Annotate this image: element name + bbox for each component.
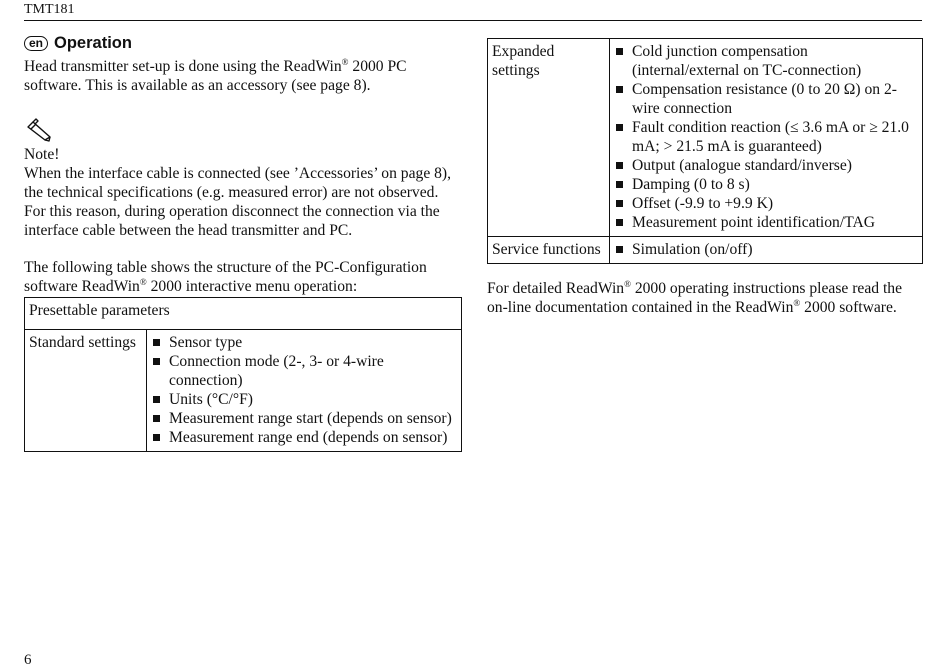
header-rule: [24, 20, 922, 21]
config-table-part2: [487, 38, 923, 264]
doc-text-1: For detailed ReadWin: [487, 280, 625, 297]
registered-mark: ®: [139, 276, 147, 287]
document-id: TMT181: [24, 2, 75, 17]
table-intro-text-2: 2000 interactive menu operation:: [146, 278, 358, 295]
bullet-item: Simulation (on/off): [614, 240, 918, 259]
bullet-list-standard: [151, 333, 457, 447]
note-text: When the interface cable is connected (see ’Accessories’ on page 8), the technical specifications (e.g. measured error) are not observed. For this reason, during operation disconnect the connection via the interface cable between the head transmitter and PC.: [24, 165, 452, 239]
bullet-list-service: [614, 240, 918, 259]
bullet-list-expanded: [614, 42, 918, 232]
table-row-standard: [25, 330, 462, 452]
registered-mark: ®: [793, 297, 801, 308]
bullet-item: Measurement range end (depends on sensor): [151, 428, 457, 447]
section-title: Operation: [54, 33, 132, 52]
bullet-item: Measurement range start (depends on sensor): [151, 409, 457, 428]
page-number: 6: [24, 652, 32, 668]
bullet-item: Measurement point identification/TAG: [614, 213, 918, 232]
intro-text-2: 2000 PC software. This is available as an accessory (see page 8).: [24, 58, 407, 94]
param-label-service: Service functions: [488, 237, 610, 264]
bullet-item: Output (analogue standard/inverse): [614, 156, 918, 175]
left-column: [24, 32, 462, 452]
doc-text-3: 2000 software.: [800, 299, 897, 316]
bullet-item: Damping (0 to 8 s): [614, 175, 918, 194]
config-table-part1: [24, 297, 462, 452]
param-label-standard: Standard settings: [25, 330, 147, 452]
bullet-item: Fault condition reaction (≤ 3.6 mA or ≥ 21.0 mA; > 21.5 mA is guaranteed): [614, 118, 918, 156]
intro-paragraph: [24, 57, 462, 95]
table-row-service: [488, 237, 923, 264]
table-intro: [24, 258, 462, 296]
readwin-doc-paragraph: [487, 279, 923, 317]
param-values-service: [610, 237, 923, 264]
bullet-item: Connection mode (2-, 3- or 4-wire connection): [151, 352, 457, 390]
right-column: [487, 38, 923, 317]
doc-text-2: 2000 operating instructions please read the on-line documentation contained in the ReadWin: [487, 280, 903, 316]
table-title-cell: Presettable parameters: [25, 298, 462, 330]
bullet-item: Sensor type: [151, 333, 457, 352]
table-row-expanded: [488, 39, 923, 237]
table-intro-text-1: The following table shows the structure of the PC-Configuration software ReadWin: [24, 259, 427, 295]
registered-mark: ®: [624, 278, 631, 289]
registered-mark: ®: [341, 56, 349, 67]
note-label: Note!: [24, 146, 60, 163]
param-values-expanded: [610, 39, 923, 237]
intro-text-1: Head transmitter set-up is done using the ReadWin: [24, 58, 342, 75]
param-label-expanded: Expanded settings: [488, 39, 610, 237]
section-heading: [24, 32, 462, 54]
bullet-item: Cold junction compensation (internal/external on TC-connection): [614, 42, 918, 80]
bullet-item: Compensation resistance (0 to 20 Ω) on 2-wire connection: [614, 80, 918, 118]
table-title-row: [25, 298, 462, 330]
bullet-item: Units (°C/°F): [151, 390, 457, 409]
language-badge: en: [24, 36, 48, 51]
pencil-icon: [24, 113, 54, 143]
bullet-item: Offset (-9.9 to +9.9 K): [614, 194, 918, 213]
param-values-standard: [147, 330, 462, 452]
